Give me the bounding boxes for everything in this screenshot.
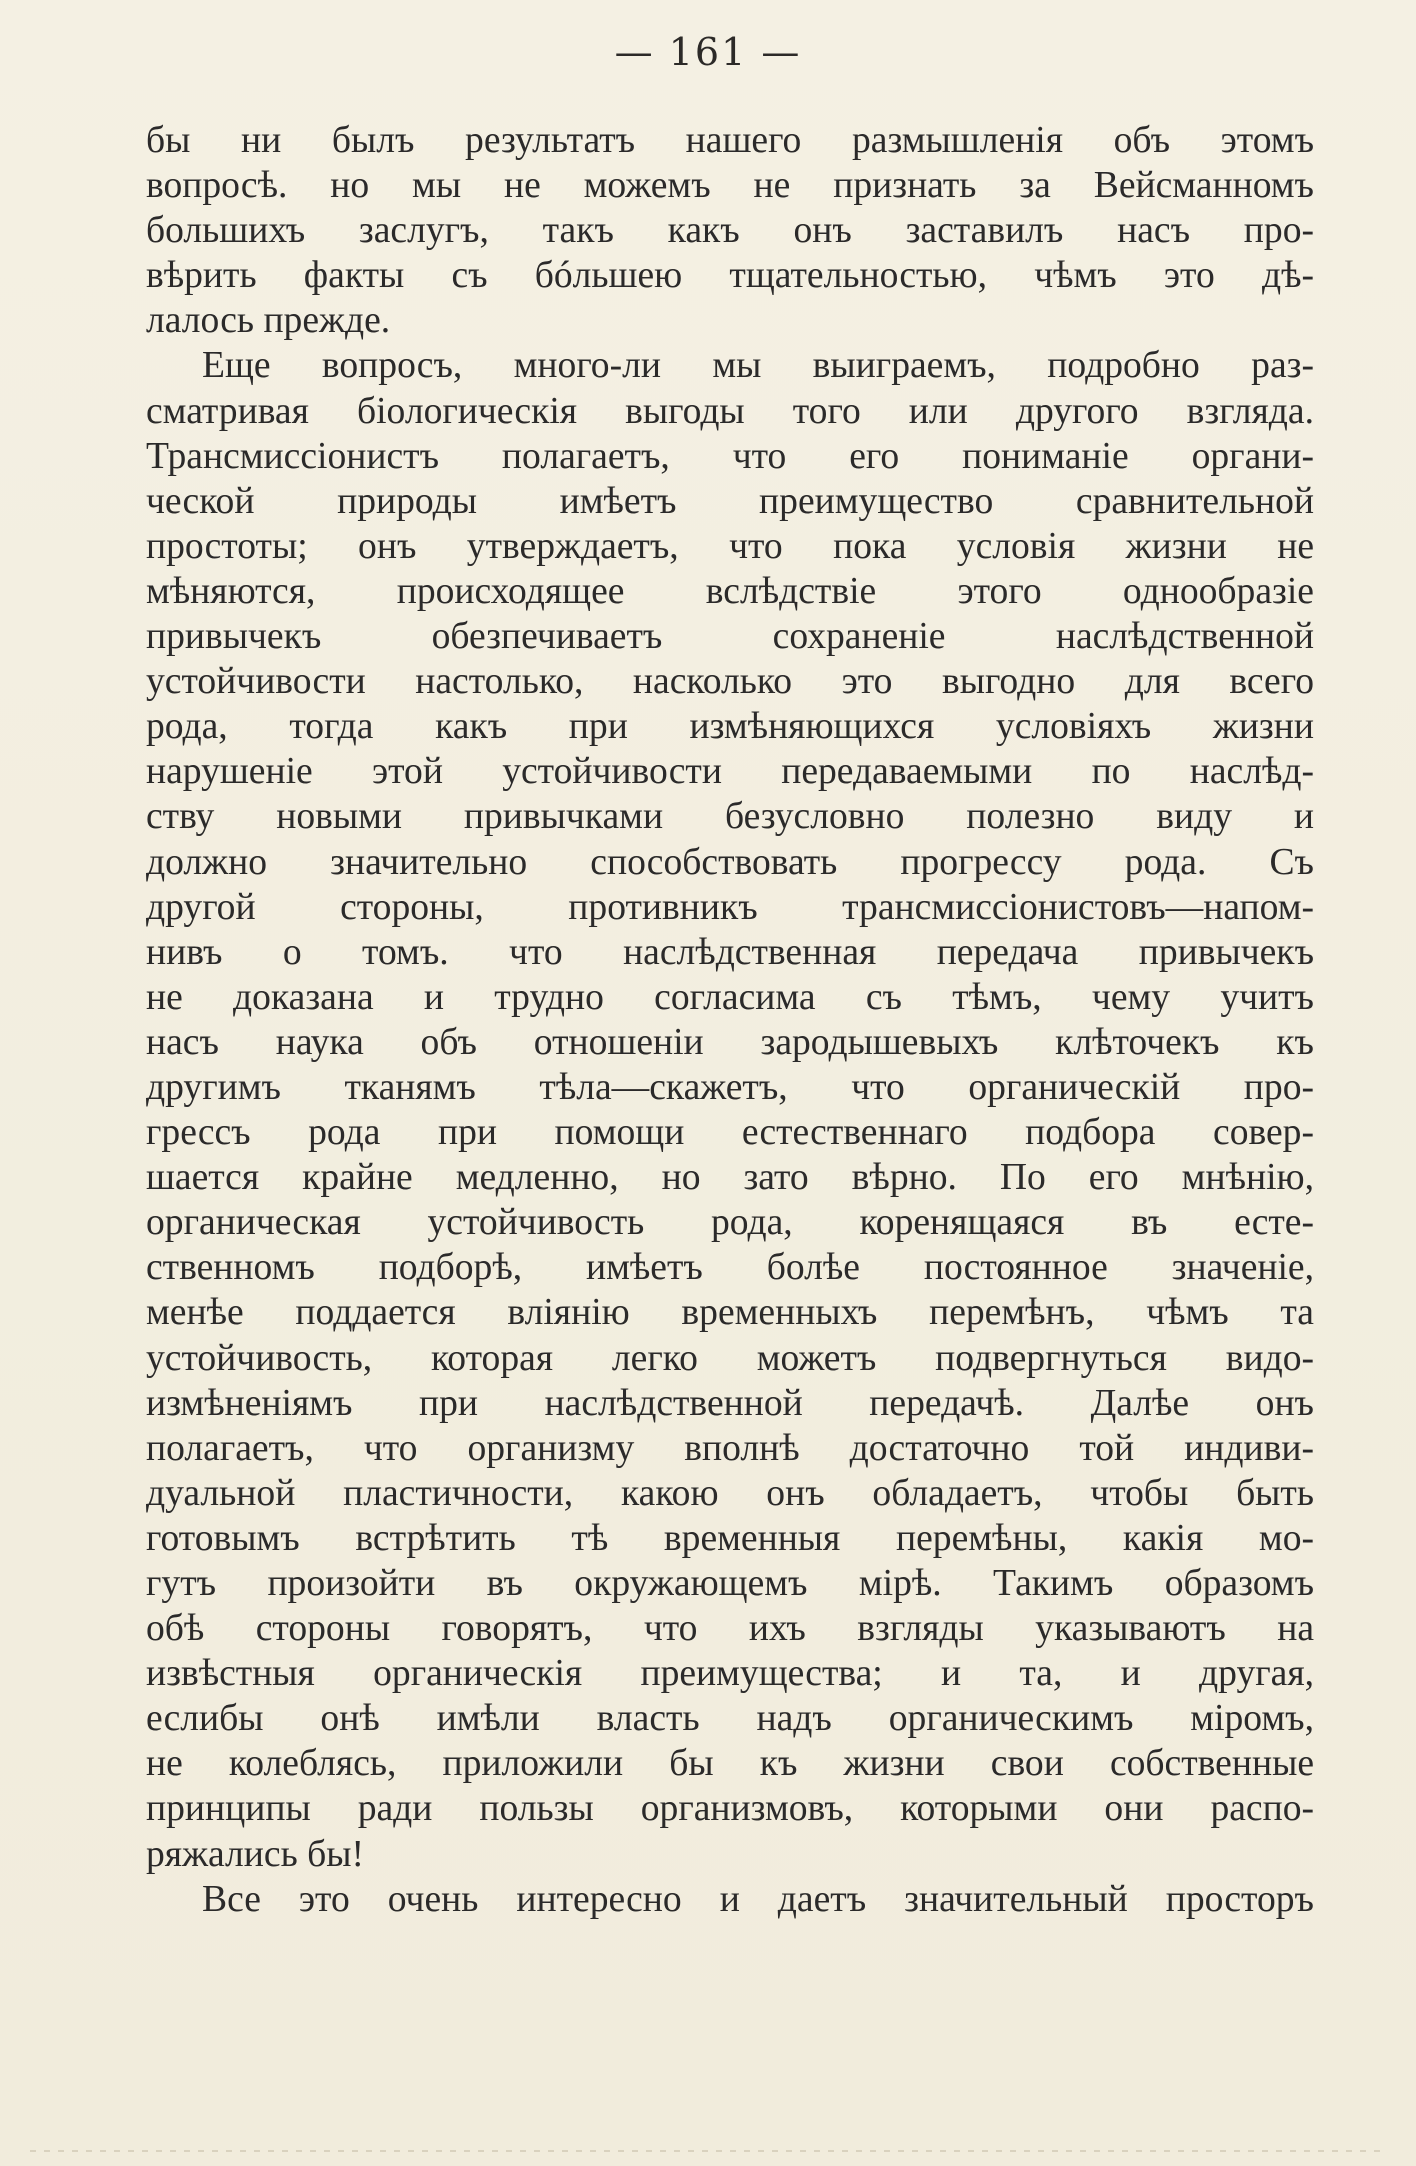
text-line: не доказана и трудно согласима съ тѣмъ, чему учитъ [146,976,1314,1018]
body-text [146,118,1314,1922]
text-line: дуальной пластичности, какою онъ обладаетъ, чтобы быть [146,1472,1314,1514]
text-line: привычекъ обезпечиваетъ сохраненіе наслѣдственной [146,616,1314,658]
text-line: органическая устойчивость рода, коренящаяся въ есте- [146,1202,1314,1244]
text-line: не колеблясь, приложили бы къ жизни свои собственные [146,1743,1314,1785]
text-line: ряжались бы! [146,1833,365,1875]
page-number: — 161 — [614,30,802,74]
text-line: ственномъ подборѣ, имѣетъ болѣе постоянное значеніе, [146,1247,1314,1289]
text-line: принципы ради пользы организмовъ, которыми они распо- [146,1788,1314,1830]
text-line: Все это очень интересно и даетъ значительный просторъ [202,1878,1314,1920]
text-line: грессъ рода при помощи естественнаго подбора совер- [146,1112,1314,1154]
text-line: шается крайне медленно, но зато вѣрно. По его мнѣнію, [146,1157,1314,1199]
text-line: измѣненіямъ при наслѣдственной передачѣ. Далѣе онъ [146,1382,1314,1424]
text-line: еслибы онѣ имѣли власть надъ органическимъ міромъ, [146,1698,1314,1740]
text-line: мѣняются, происходящее вслѣдствіе этого однообразіе [146,570,1314,612]
text-line: нивъ о томъ. что наслѣдственная передача привычекъ [146,931,1314,973]
text-line: нарушеніе этой устойчивости передаваемыми по наслѣд- [146,751,1314,793]
text-line: бы ни былъ результатъ нашего размышленія объ этомъ [146,120,1314,161]
text-line: сматривая біологическія выгоды того или другого взгляда. [146,390,1314,432]
text-line: ческой природы имѣетъ преимущество сравнительной [146,480,1314,522]
text-line: обѣ стороны говорятъ, что ихъ взгляды указываютъ на [146,1608,1314,1650]
text-line: Трансмиссіонистъ полагаетъ, что его пониманіе органи- [146,435,1314,477]
text-line: другимъ тканямъ тѣла—скажетъ, что органическій про- [146,1066,1314,1108]
text-line: насъ наука объ отношеніи зародышевыхъ клѣточекъ къ [146,1021,1314,1063]
text-line: ству новыми привычками безусловно полезно виду и [146,796,1314,838]
text-line: должно значительно способствовать прогрессу рода. Съ [146,841,1314,883]
text-line: вѣрить факты съ бóльшею тщательностью, чѣмъ это дѣ- [146,255,1314,297]
page-bottom-edge [30,2150,1386,2152]
text-line: большихъ заслугъ, такъ какъ онъ заставилъ насъ про- [146,210,1314,252]
text-line: вопросѣ. но мы не можемъ не признать за Вейсманномъ [146,165,1314,207]
text-line: устойчивости настолько, насколько это выгодно для всего [146,661,1314,703]
text-line: рода, тогда какъ при измѣняющихся условіяхъ жизни [146,706,1314,748]
text-line: простоты; онъ утверждаетъ, что пока условія жизни не [146,525,1314,567]
text-line: готовымъ встрѣтить тѣ временныя перемѣны, какія мо- [146,1517,1314,1559]
text-line: менѣе поддается вліянію временныхъ перемѣнъ, чѣмъ та [146,1292,1314,1334]
text-line: гутъ произойти въ окружающемъ мірѣ. Такимъ образомъ [146,1563,1314,1604]
text-line: другой стороны, противникъ трансмиссіонистовъ—напом- [146,886,1314,928]
text-line: лалось прежде. [146,300,391,342]
text-line: устойчивость, которая легко можетъ подвергнуться видо- [146,1337,1314,1379]
text-line: Еще вопросъ, много-ли мы выиграемъ, подробно раз- [202,345,1314,387]
text-line: извѣстныя органическія преимущества; и та, и другая, [146,1653,1314,1695]
text-line: полагаетъ, что организму вполнѣ достаточно той индиви- [146,1427,1314,1469]
